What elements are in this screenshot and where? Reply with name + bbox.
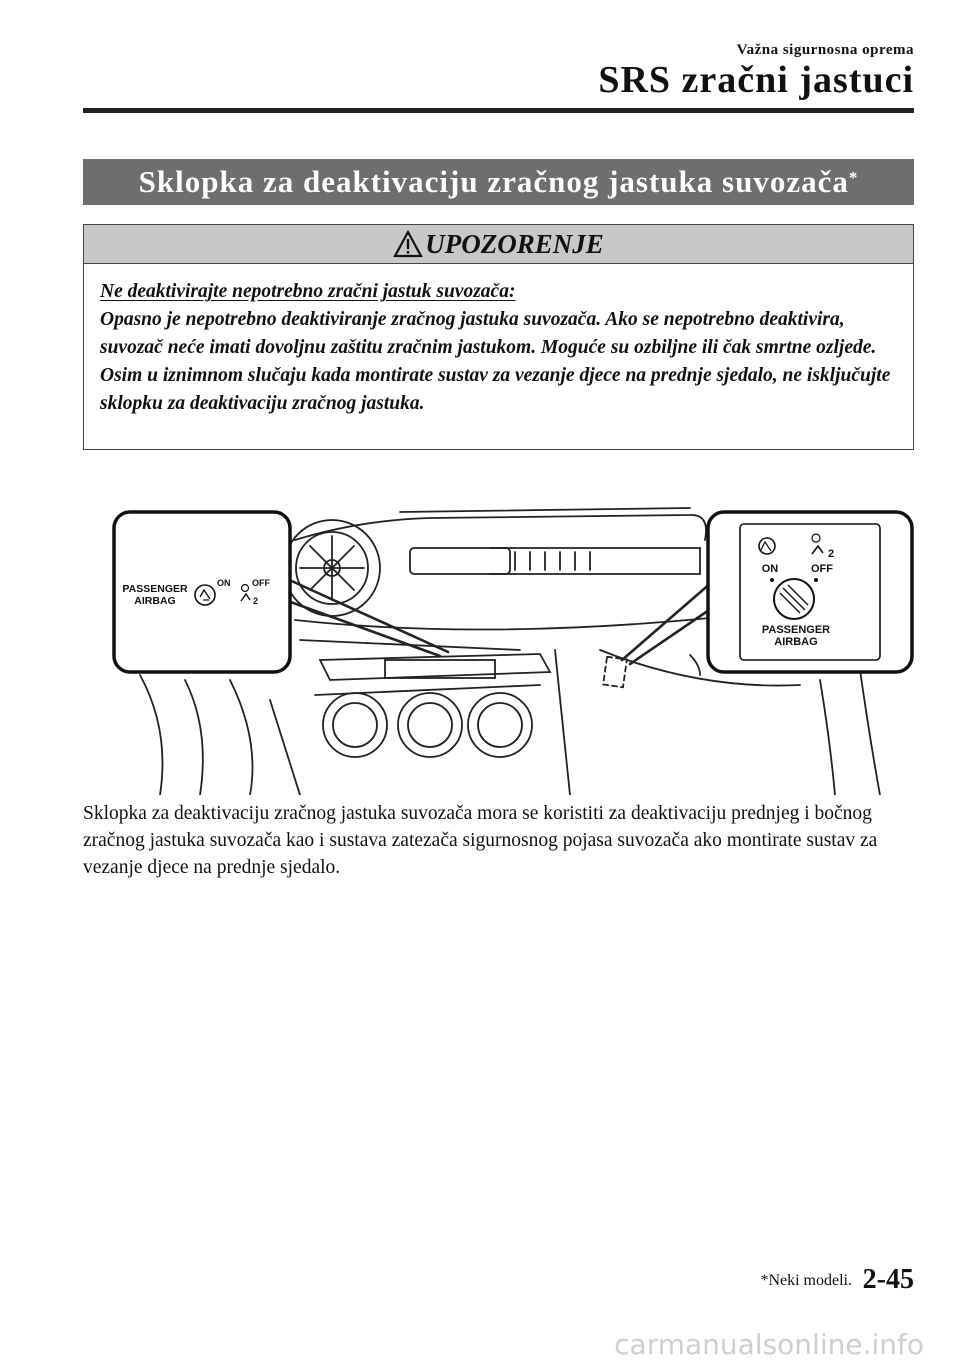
header-title: SRS zračni jastuci <box>598 59 914 101</box>
left-off-label: OFF <box>252 578 270 588</box>
right-off-label: OFF <box>811 563 833 575</box>
footer-note: *Neki modeli. <box>760 1272 852 1289</box>
right-callout <box>708 512 912 672</box>
header-subtitle: Važna sigurnosna oprema <box>736 42 914 58</box>
left-on-label: ON <box>217 578 231 588</box>
page-number: 2-45 <box>862 1264 914 1295</box>
left-two-label: 2 <box>253 596 259 606</box>
warning-box <box>83 224 914 450</box>
section-asterisk: * <box>848 168 859 187</box>
warning-heading-bar <box>84 225 913 264</box>
right-on-label: ON <box>761 563 779 575</box>
left-airbag-label: AIRBAG <box>134 595 176 607</box>
dashboard-illustration <box>100 500 920 795</box>
right-passenger-label: PASSENGER <box>761 624 831 636</box>
section-title: Sklopka za deaktivaciju zračnog jastuka suvozača <box>138 164 849 199</box>
right-two-label: 2 <box>828 548 835 560</box>
warning-triangle-icon <box>393 230 423 258</box>
warning-heading: UPOZORENJE <box>425 228 604 259</box>
left-callout <box>114 512 290 672</box>
left-passenger-label: PASSENGER <box>122 583 188 595</box>
body-paragraph: Sklopka za deaktivaciju zračnog jastuka suvozača mora se koristiti za deaktivaciju prednjeg i bočnog zračnog jastuka suvozača kao i sustava zatezača sigurnosnog pojasa suvozača ako montirate sustav za vezanje djece na prednje sjedalo. <box>83 803 878 878</box>
header-rule <box>83 108 914 113</box>
warning-lead: Ne deaktivirajte nepotrebno zračni jastuk suvozača: <box>100 281 516 302</box>
right-airbag-label: AIRBAG <box>774 636 818 648</box>
warning-body <box>84 264 913 418</box>
watermark: carmanualsonline.info <box>614 1328 924 1361</box>
warning-text: Opasno je nepotrebno deaktiviranje zračnog jastuka suvozača. Ako se nepotrebno deaktivira, suvozač neće imati dovoljnu zaštitu zračnim jastukom. Moguće su ozbiljne ili čak smrtne ozljede. Osim u iznimnom slučaju kada montirate sustav za vezanje djece na prednje sjedalo, ne isključujte sklopku za deaktivaciju zračnog jastuka. <box>100 309 891 414</box>
section-title-bar <box>83 159 914 205</box>
